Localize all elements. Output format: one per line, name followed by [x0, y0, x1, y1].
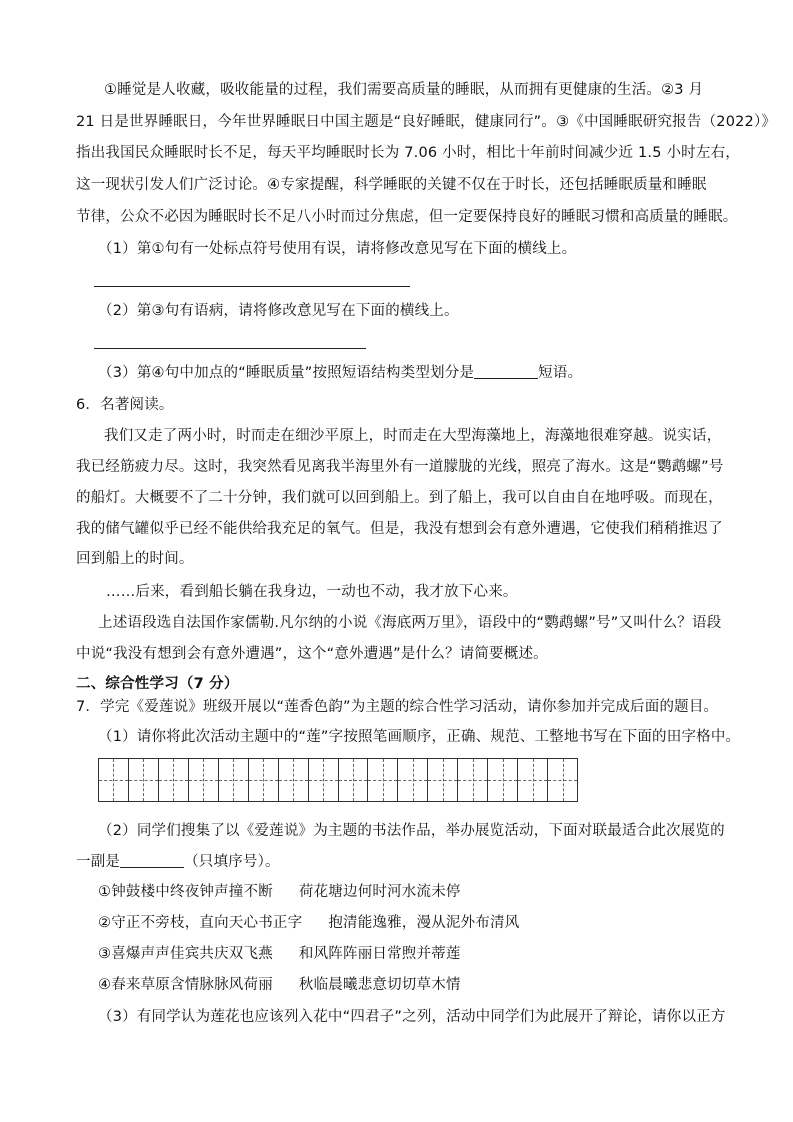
couplet-right: 抱清能逸雅，漫从泥外布清风	[328, 915, 520, 931]
tianzige-cell[interactable]	[309, 759, 339, 801]
tianzige-cell[interactable]	[458, 759, 488, 801]
couplet-right: 和风阵阵丽日常煦并蒂莲	[298, 946, 461, 962]
excerpt-line: 我的储气罐似乎已经不能供给我充足的氧气。但是，我没有想到会有意外遭遇，它使我们稍稍推迟了	[76, 521, 723, 537]
answer-line-5-1[interactable]	[94, 286, 410, 287]
section-heading: 二、综合性学习（7 分）	[76, 676, 239, 692]
question-7-intro: 7．学完《爱莲说》班级开展以“莲香色韵”为主题的综合性学习活动，请你参加并完成后面的题目。	[76, 699, 719, 715]
couplet-left: ①钟鼓楼中终夜钟声撞不断	[98, 884, 273, 900]
cell-guide-vertical	[173, 759, 174, 801]
tianzige-cell[interactable]	[518, 759, 548, 801]
passage-line: 指出我国民众睡眠时长不足，每天平均睡眠时长为 7.06 小时，相比十年前时间减少近 1.5 小时左右，	[76, 145, 740, 161]
cell-guide-vertical	[293, 759, 294, 801]
couplet-option	[98, 882, 718, 902]
passage-line: ①睡觉是人收藏，吸收能量的过程，我们需要高质量的睡眠，从而拥有更健康的生活。②3 月	[104, 82, 704, 98]
couplet-left: ④春来草原含情脉脉风荷丽	[98, 977, 273, 993]
cell-guide-vertical	[353, 759, 354, 801]
tianzige-cell[interactable]	[279, 759, 309, 801]
couplet-right: 荷花塘边何时河水流未停	[298, 884, 461, 900]
cell-guide-vertical	[413, 759, 414, 801]
cell-guide-vertical	[113, 759, 114, 801]
question-7-1: （1）请你将此次活动主题中的“莲”字按照笔画顺序，正确、规范、工整地书写在下面的田字格中。	[98, 729, 741, 745]
question-5-3	[98, 363, 718, 383]
tianzige-cell[interactable]	[398, 759, 428, 801]
tianzige-cell[interactable]	[339, 759, 369, 801]
tianzige-cell[interactable]	[488, 759, 518, 801]
tianzige-cell[interactable]	[249, 759, 279, 801]
tianzige-cell[interactable]	[129, 759, 159, 801]
cell-guide-vertical	[563, 759, 564, 801]
excerpt-line: 我已经筋疲力尽。这时，我突然看见离我半海里外有一道朦胧的光线，照亮了海水。这是“鹦鹉螺”号	[76, 459, 724, 475]
question-6-title: 6．名著阅读。	[76, 397, 174, 413]
excerpt-line: 我们又走了两小时，时而走在细沙平原上，时而走在大型海藻地上，海藻地很难穿越。说实话，	[104, 428, 722, 444]
cell-guide-vertical	[533, 759, 534, 801]
couplet-option	[98, 944, 718, 964]
tianzige-grid[interactable]	[98, 758, 578, 802]
couplet-left: ②守正不旁枝，直向天心书正字	[98, 915, 303, 931]
answer-blank-5-3[interactable]	[474, 363, 538, 379]
tianzige-cell[interactable]	[368, 759, 398, 801]
question-6-prompt: 上述语段选自法国作家儒勒.凡尔纳的小说《海底两万里》，语段中的“鹦鹉螺”号”又叫什么？语段	[98, 615, 722, 631]
answer-blank-7-2[interactable]	[120, 852, 184, 868]
passage-line: 21 日是世界睡眠日，今年世界睡眠日中国主题是“良好睡眠，健康同行”。③《中国睡眠研究报告（2022）》	[76, 114, 777, 130]
tianzige-cell[interactable]	[428, 759, 458, 801]
cell-guide-vertical	[263, 759, 264, 801]
cell-guide-vertical	[143, 759, 144, 801]
answer-line-5-2[interactable]	[94, 348, 366, 349]
couplet-left: ③喜爆声声佳宾共庆双飞燕	[98, 946, 273, 962]
excerpt-line: 回到船上的时间。	[76, 551, 194, 567]
tianzige-cell[interactable]	[219, 759, 249, 801]
tianzige-cell[interactable]	[99, 759, 129, 801]
passage-line: 这一现状引发人们广泛讨论。④专家提醒，科学睡眠的关键不仅在于时长，还包括睡眠质量和睡眠	[76, 177, 707, 193]
cell-guide-vertical	[473, 759, 474, 801]
cell-guide-vertical	[383, 759, 384, 801]
question-6-prompt: 中说“我没有想到会有意外遭遇”，这个“意外遭遇”是什么？请简要概述。	[76, 646, 548, 662]
tianzige-cell[interactable]	[159, 759, 189, 801]
tianzige-cell[interactable]	[548, 759, 577, 801]
question-7-2: （2）同学们搜集了以《爱莲说》为主题的书法作品，举办展览活动，下面对联最适合此次展览的	[98, 823, 725, 839]
cell-guide-vertical	[323, 759, 324, 801]
couplet-option	[98, 913, 718, 933]
cell-guide-vertical	[503, 759, 504, 801]
excerpt-line: ……后来，看到船长躺在我身边，一动也不动，我才放下心来。	[106, 584, 518, 600]
question-7-3: （3）有同学认为莲花也应该列入花中“四君子”之列，活动中同学们为此展开了辩论，请你以正方	[98, 1009, 726, 1025]
couplet-right: 秋临晨曦悲意切切草木情	[298, 977, 461, 993]
question-5-3-text: （3）第④句中加点的“睡眠质量”按照短语结构类型划分是	[98, 365, 475, 381]
cell-guide-vertical	[443, 759, 444, 801]
question-5-2: （2）第③句有语病，请将修改意见写在下面的横线上。	[98, 303, 459, 319]
excerpt-line: 的船灯。大概要不了二十分钟，我们就可以回到船上。到了船上，我可以自由自在地呼吸。而现在，	[76, 490, 723, 506]
passage-line: 节律，公众不必因为睡眠时长不足八小时而过分焦虑，但一定要保持良好的睡眠习惯和高质量的睡眠。	[76, 209, 738, 225]
question-7-2-suffix: （只填序号）。	[184, 854, 280, 870]
question-5-3-suffix: 短语。	[538, 365, 583, 381]
question-5-1: （1）第①句有一处标点符号使用有误，请将修改意见写在下面的横线上。	[98, 241, 577, 257]
cell-guide-vertical	[233, 759, 234, 801]
question-7-2-answer	[76, 852, 718, 872]
couplet-option	[98, 975, 718, 995]
tianzige-cell[interactable]	[189, 759, 219, 801]
question-7-2-prefix: 一副是	[76, 854, 121, 870]
cell-guide-vertical	[203, 759, 204, 801]
